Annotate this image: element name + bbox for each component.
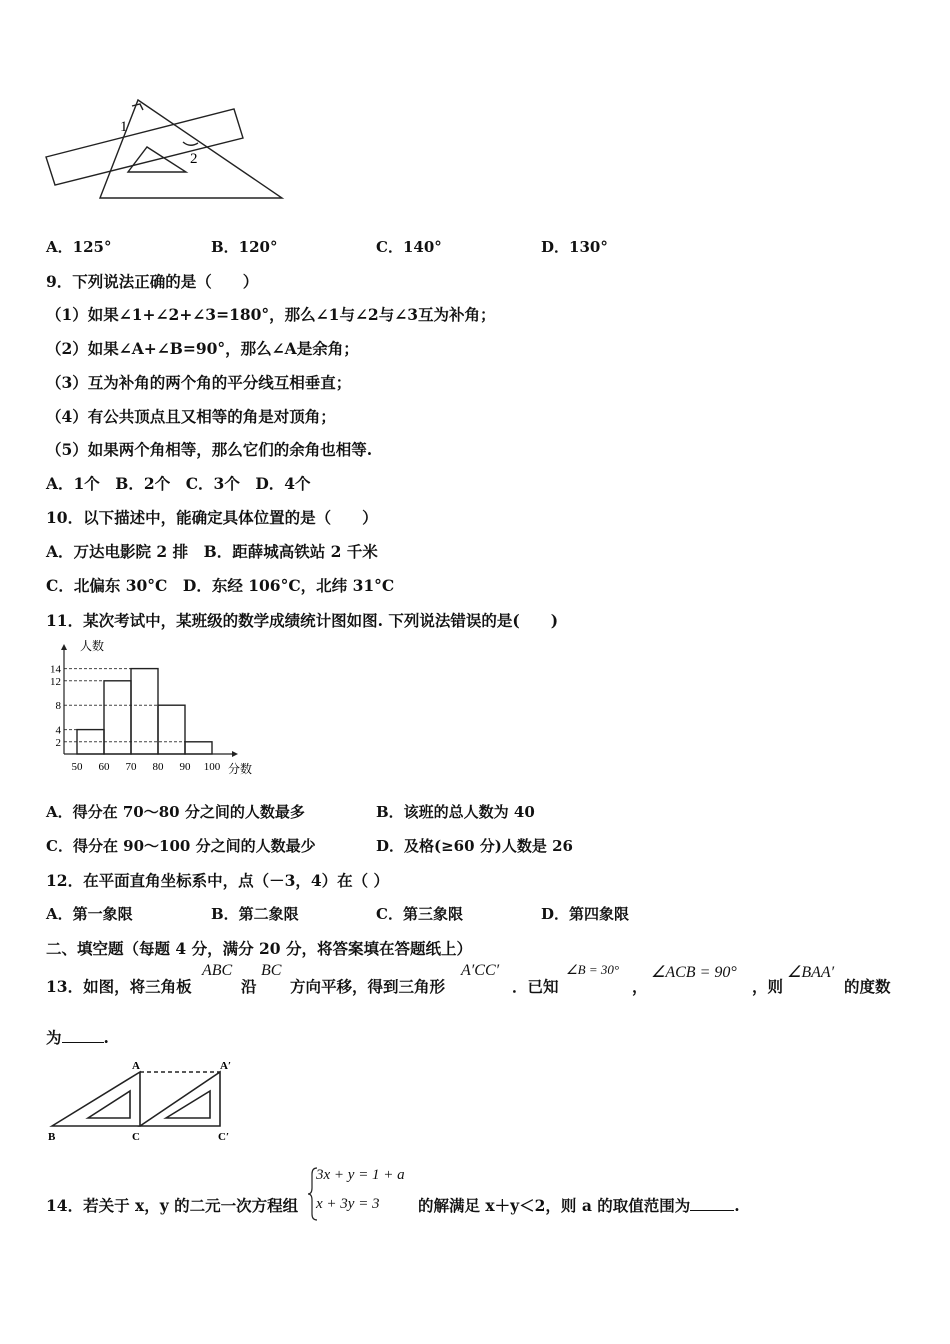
vertex-a-label: A (132, 1060, 140, 1072)
x-tick-label: 90 (179, 761, 191, 773)
q13-segment-bc: BC (261, 962, 282, 979)
y-tick-label: 14 (50, 663, 61, 676)
q12-stem: 12．在平面直角坐标系中，点（－3，4）在（ ） (46, 871, 390, 890)
x-tick-label: 80 (152, 761, 164, 773)
q14-equation-2: x + 3y = 3 (316, 1196, 380, 1212)
q13-comma: ， (632, 977, 648, 996)
q10-stem: 10．以下描述中，能确定具体位置的是（ ） (46, 508, 378, 527)
angle-arc (183, 142, 198, 145)
vertex-c-prime-label: C′ (218, 1131, 230, 1143)
angle-1-label: 1 (120, 119, 128, 135)
q9-item-5: （5）如果两个角相等，那么它们的余角也相等. (46, 440, 373, 459)
q13-text-mid: 方向平移，得到三角形 (290, 977, 446, 996)
x-tick-label: 100 (203, 761, 221, 773)
q12-option-b: B．第二象限 (211, 905, 299, 923)
q14-answer-blank[interactable] (690, 1196, 734, 1211)
q13-answer-blank[interactable] (62, 1028, 104, 1043)
q8-option-a: A．125° (46, 238, 112, 256)
q14-period: . (734, 1196, 740, 1215)
q13-angle-acb: ∠ACB = 90° (651, 964, 737, 981)
section-2-heading: 二、填空题（每题 4 分，满分 20 分，将答案填在答题纸上） (46, 939, 472, 958)
y-tick-label: 8 (55, 700, 61, 713)
q9-item-2: （2）如果∠A+∠B=90°，那么∠A是余角； (46, 339, 359, 358)
q13-text-along: 沿 (241, 977, 257, 996)
q13-angle-baa: ∠BAA′ (787, 964, 835, 981)
question-13-figure (44, 1058, 244, 1144)
y-axis-arrow (61, 644, 67, 650)
q14-text-end (418, 1194, 740, 1216)
q13-triangle-abc: ABC (202, 962, 233, 979)
y-tick-label: 2 (55, 736, 61, 749)
right-angle-mark (132, 104, 143, 110)
x-tick-label: 70 (125, 761, 137, 773)
vertex-c-label: C (132, 1131, 140, 1143)
q11-option-d: D．及格(≥60 分)人数是 26 (376, 837, 573, 855)
vertex-b-label: B (48, 1131, 56, 1143)
q14-condition-text: 的解满足 x＋y＜2，则 a 的取值范围为 (418, 1196, 691, 1215)
q13-period: . (103, 1028, 109, 1047)
q9-item-3: （3）互为补角的两个角的平分线互相垂直； (46, 373, 352, 392)
q14-text-start: 14．若关于 x，y 的二元一次方程组 (46, 1196, 299, 1215)
x-tick-label: 60 (98, 761, 110, 773)
q14-equation-1: 3x + y = 1 + a (316, 1167, 405, 1183)
x-tick-label: 50 (71, 761, 83, 773)
vertex-a-prime-label: A′ (220, 1060, 232, 1072)
q9-item-4: （4）有公共顶点且又相等的角是对顶角； (46, 407, 336, 426)
histogram-bar (158, 705, 185, 754)
q9-stem: 9．下列说法正确的是（ ） (46, 272, 259, 291)
q8-option-c: C．140° (376, 238, 442, 256)
histogram-bar (185, 742, 212, 754)
q13-text-then: ，则 (752, 977, 784, 996)
histogram-bar (104, 681, 131, 754)
q9-options: A．1个 B．2个 C．3个 D．4个 (46, 474, 311, 493)
q13-text-start: 13．如图，将三角板 (46, 977, 192, 996)
q8-option-d: D．130° (541, 238, 608, 256)
q12-option-d: D．第四象限 (541, 905, 630, 923)
q13-text-known: ．已知 (512, 977, 559, 996)
q13-line-2-text: 为 (46, 1028, 62, 1047)
angle-2-label: 2 (190, 151, 198, 167)
q8-option-b: B．120° (211, 238, 278, 256)
q9-item-1: （1）如果∠1+∠2+∠3=180°，那么∠1与∠2与∠3互为补角； (46, 305, 496, 324)
y-tick-label: 12 (50, 675, 61, 688)
q13-angle-b: ∠B = 30° (566, 962, 620, 977)
q11-option-b: B．该班的总人数为 40 (376, 803, 535, 821)
large-triangle (100, 100, 282, 198)
q13-triangle-acc: A′CC′ (461, 962, 500, 979)
x-axis-arrow (232, 751, 238, 757)
ruler-strip (46, 109, 243, 185)
score-histogram (40, 636, 270, 778)
y-tick-label: 4 (55, 724, 61, 737)
q11-stem: 11．某次考试中，某班级的数学成绩统计图如图. 下列说法错误的是( ) (46, 611, 559, 630)
q12-option-c: C．第三象限 (376, 905, 463, 923)
question-8-figure (40, 95, 290, 205)
q13-line-2 (46, 1026, 109, 1048)
q13-text-end: 的度数 (844, 977, 891, 996)
q11-option-a: A．得分在 70～80 分之间的人数最多 (46, 803, 305, 821)
q10-options-row-2: C．北偏东 30°C D．东经 106°C，北纬 31°C (46, 576, 395, 595)
q12-option-a: A．第一象限 (46, 905, 133, 923)
y-axis-label: 人数 (80, 639, 105, 653)
q11-option-c: C．得分在 90～100 分之间的人数最少 (46, 837, 316, 855)
histogram-bar (131, 669, 158, 754)
triangle-abc-inner (88, 1091, 130, 1118)
x-axis-label: 分数 (228, 762, 253, 776)
q10-options-row-1: A．万达电影院 2 排 B．距薛城高铁站 2 千米 (46, 542, 378, 561)
